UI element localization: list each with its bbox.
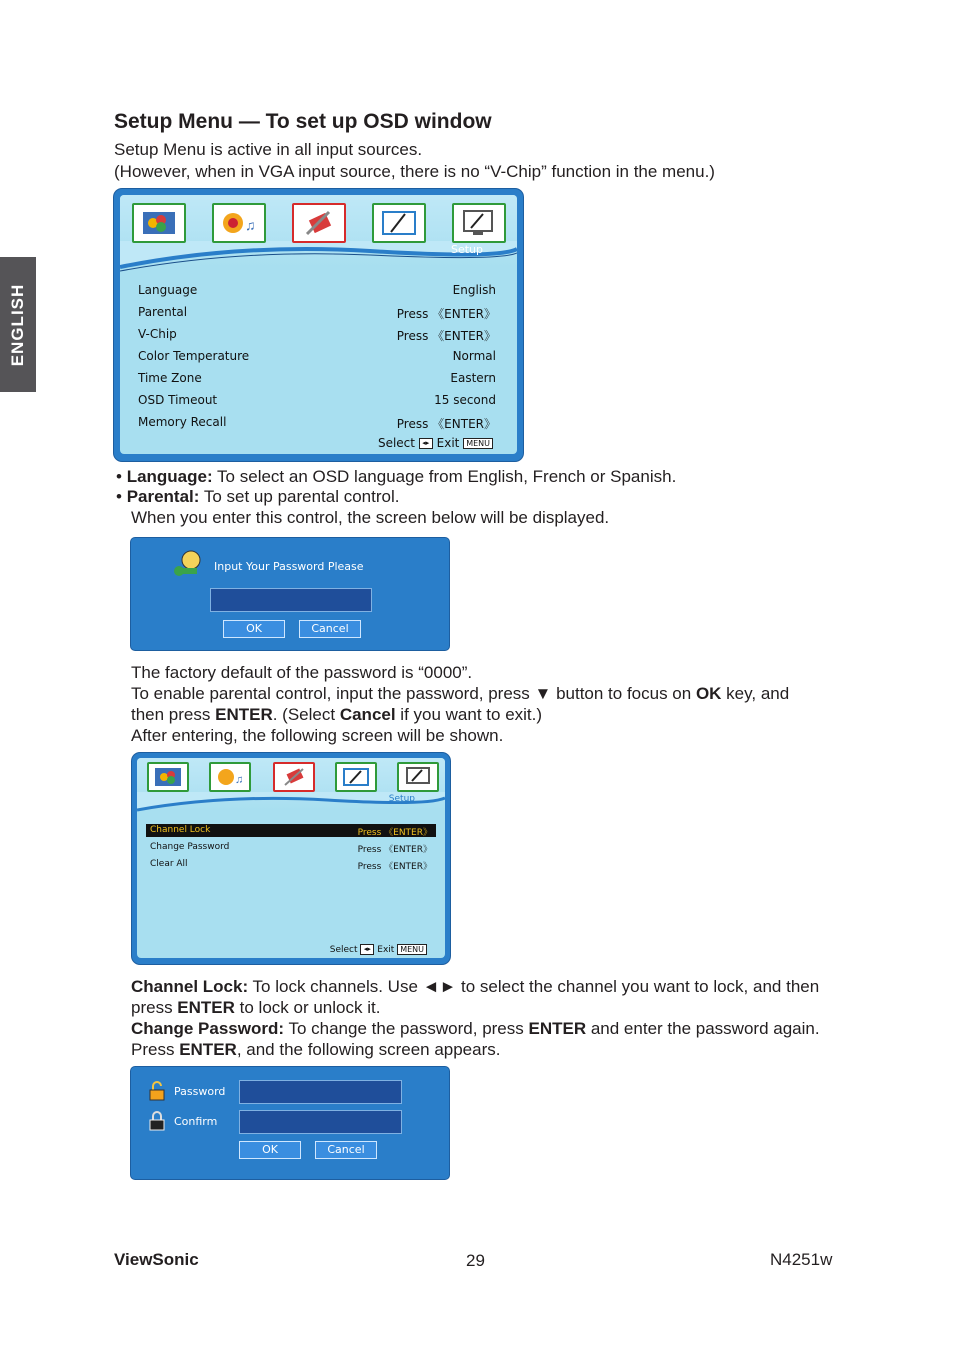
password-dialog	[131, 538, 449, 650]
page-number: 29	[466, 1251, 485, 1270]
arrow-keys-icon: ◂▸	[419, 438, 433, 449]
parental-bullet-label: Parental:	[126, 487, 200, 506]
exit-hint: Exit	[436, 436, 460, 450]
menu-item-value[interactable]: Press 《ENTER》	[357, 862, 432, 872]
menu-item-value[interactable]: Press 《ENTER》	[396, 417, 496, 431]
language-side-tab	[0, 257, 36, 392]
channel-lock-line-1: Channel Lock: To lock channels. Use ◄► to select the channel you want to lock, and then	[131, 977, 820, 996]
svg-text:♫: ♫	[245, 217, 256, 233]
enable-parental-line-1: To enable parental control, input the password, press ▼ button to focus on OK key, and	[131, 684, 790, 703]
parental-bullet: • Parental: To set up parental control.	[116, 487, 400, 506]
menu-item-label[interactable]: Clear All	[150, 859, 188, 869]
change-password-dialog	[131, 1067, 449, 1179]
page-title: Setup Menu — To set up OSD window	[114, 110, 492, 133]
menu-item-value[interactable]: Press 《ENTER》	[396, 307, 496, 321]
parental-line-2: When you enter this control, the screen below will be displayed.	[131, 508, 610, 527]
menu-item-value[interactable]: English	[452, 283, 496, 297]
select-hint: Select	[377, 436, 415, 450]
menu-item-label[interactable]: Channel Lock	[150, 825, 211, 835]
channel-lock-line-2: press ENTER to lock or unlock it.	[131, 998, 381, 1017]
menu-item-label[interactable]: Color Temperature	[138, 349, 250, 363]
ok-button[interactable]: OK	[223, 620, 285, 638]
menu-item-label[interactable]: Language	[138, 283, 198, 297]
cancel-button[interactable]: Cancel	[299, 620, 361, 638]
pip-icon[interactable]	[335, 762, 377, 792]
menu-item-value[interactable]: Normal	[452, 349, 496, 363]
menu-item-label[interactable]: V-Chip	[138, 327, 177, 341]
password-input[interactable]	[239, 1080, 402, 1104]
picture-icon[interactable]	[147, 762, 189, 792]
change-password-line-1: Change Password: To change the password, press ENTER and enter the password again.	[131, 1019, 820, 1038]
language-bullet: • Language: To select an OSD language from English, French or Spanish.	[116, 467, 677, 486]
language-bullet-label: Language:	[126, 467, 213, 486]
audio-icon[interactable]	[212, 203, 266, 243]
confirm-input[interactable]	[239, 1110, 402, 1134]
parental-bullet-text: To set up parental control.	[199, 487, 400, 506]
menu-tab-label: Setup	[450, 243, 483, 256]
intro-line-2: (However, when in VGA input source, there is no “V-Chip” function in the menu.)	[114, 162, 715, 181]
menu-item-label[interactable]: OSD Timeout	[138, 393, 218, 407]
password-prompt: Input Your Password Please	[214, 560, 364, 573]
menu-item-label[interactable]: Parental	[138, 305, 188, 319]
menu-item-value[interactable]: Press 《ENTER》	[357, 845, 432, 855]
osd-parental-menu	[132, 753, 450, 964]
lock-icon	[148, 1111, 166, 1131]
model-number: N4251w	[770, 1250, 833, 1269]
password-input[interactable]	[210, 588, 372, 612]
side-tab-label: ENGLISH	[8, 283, 27, 366]
enable-parental-line-2: then press ENTER. (Select Cancel if you want to exit.)	[131, 705, 543, 724]
setup-icon[interactable]	[452, 203, 506, 243]
key-lock-icon	[173, 548, 207, 582]
osd-footer-hint	[378, 436, 493, 450]
svg-text:♫: ♫	[235, 774, 244, 786]
menu-item-value[interactable]: Press 《ENTER》	[396, 329, 496, 343]
language-bullet-text: To select an OSD language from English, French or Spanish.	[212, 467, 677, 486]
audio-icon[interactable]	[209, 762, 251, 792]
intro-line-1: Setup Menu is active in all input sources.	[114, 140, 423, 159]
menu-item-label[interactable]: Memory Recall	[138, 415, 227, 429]
brand-name: ViewSonic	[114, 1250, 199, 1269]
menu-key-icon: MENU	[463, 438, 493, 449]
after-entering-note: After entering, the following screen will be shown.	[131, 726, 504, 745]
tools-icon[interactable]	[292, 203, 346, 243]
confirm-label: Confirm	[174, 1115, 218, 1128]
osd-footer-hint-2	[330, 944, 427, 955]
unlock-icon	[148, 1081, 166, 1101]
password-label: Password	[174, 1085, 226, 1098]
ok-button[interactable]: OK	[239, 1141, 301, 1159]
tools-icon[interactable]	[273, 762, 315, 792]
picture-icon[interactable]	[132, 203, 186, 243]
osd-setup-menu	[114, 189, 523, 461]
menu-tab-label-2: Setup	[388, 794, 415, 804]
menu-item-value[interactable]: 15 second	[434, 393, 496, 407]
menu-item-label[interactable]: Time Zone	[138, 371, 202, 385]
menu-item-value[interactable]: Press 《ENTER》	[357, 828, 432, 838]
exit-hint: Exit	[377, 945, 395, 955]
change-password-line-2: Press ENTER, and the following screen appears.	[131, 1040, 501, 1059]
select-hint: Select	[329, 945, 358, 955]
menu-key-icon: MENU	[397, 944, 427, 955]
default-password-note: The factory default of the password is “0000”.	[131, 663, 473, 682]
arrow-keys-icon: ◂▸	[360, 944, 374, 955]
setup-icon[interactable]	[397, 762, 439, 792]
menu-item-label[interactable]: Change Password	[150, 842, 230, 852]
pip-icon[interactable]	[372, 203, 426, 243]
menu-item-value[interactable]: Eastern	[450, 371, 496, 385]
cancel-button[interactable]: Cancel	[315, 1141, 377, 1159]
